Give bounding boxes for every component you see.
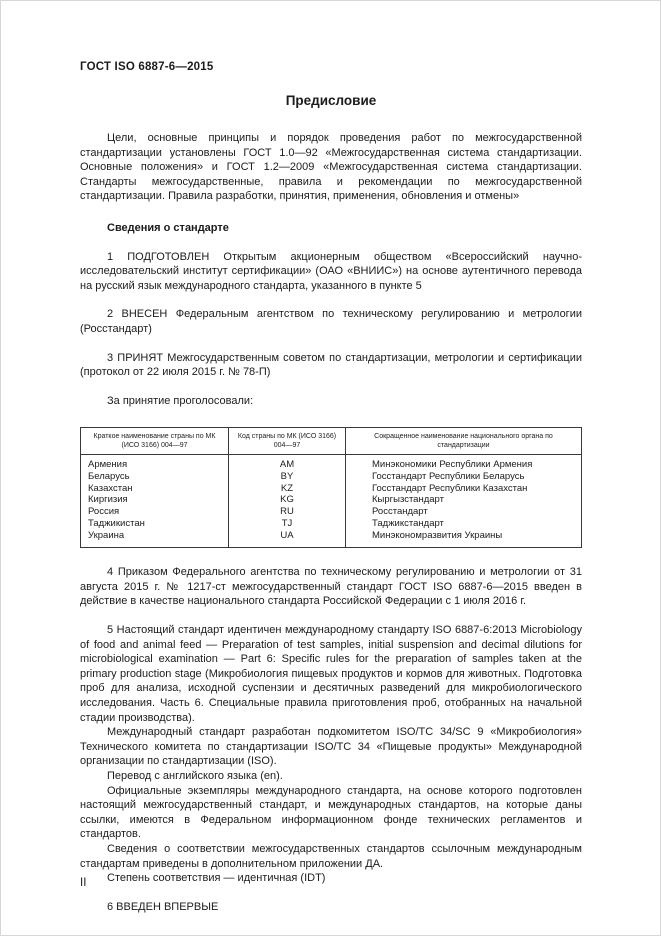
country-code: TJ: [229, 518, 346, 530]
country-name: Россия: [81, 506, 229, 518]
item-2-submitted: 2 ВНЕСЕН Федеральным агентством по техническому регулированию и метрологии (Росстандарт): [80, 308, 582, 335]
voting-table-body: [81, 455, 582, 548]
standards-body: Госстандарт Республики Беларусь: [346, 471, 582, 483]
country-name: Армения: [81, 455, 229, 471]
country-name: Казахстан: [81, 483, 229, 495]
doc-number: ГОСТ ISO 6887-6—2015: [80, 61, 214, 73]
country-name: Украина: [81, 530, 229, 548]
standards-body: Госстандарт Республики Казахстан: [346, 483, 582, 495]
table-row: [81, 471, 582, 483]
vote-line: За принятие проголосовали:: [107, 394, 254, 407]
standards-body: Кыргызстандарт: [346, 494, 582, 506]
standards-body: Таджикстандарт: [346, 518, 582, 530]
item-1-prepared: 1 ПОДГОТОВЛЕН Открытым акционерным обществом «Всероссийский научно-исследовательский институт сертификации» (ОАО «ВНИИС») на основе аутентичного перевода на русский язык международного стандарта, указанного в пункте 5: [80, 250, 582, 292]
item-5-official-copies: Официальные экземпляры международного стандарта, на основе которого подготовлен настоящий межгосударственный стандарт, и международных стандартов, на которые даны ссылки, имеются в Федеральном информационном фонде технических регламентов и стандартов.: [80, 784, 582, 841]
table-header-row: [81, 428, 582, 455]
col-header-country-name: Краткое наименование страны по МК (ИСО 3166) 004—97: [81, 428, 229, 455]
item-5-annex-da: Сведения о соответствии межгосударственных стандартов ссылочным международным стандартам приведены в дополнительном приложении ДА.: [80, 842, 582, 870]
table-row: [81, 494, 582, 506]
item-5-committee: Международный стандарт разработан подкомитетом ISO/ТС 34/SC 9 «Микробиология» Технического комитета по стандартизации ISO/ТС 34 «Пищевые продукты» Международной организации по стандартизации (ISO).: [80, 726, 582, 768]
country-code: KG: [229, 494, 346, 506]
item-3-adopted: 3 ПРИНЯТ Межгосударственным советом по стандартизации, метрологии и сертификации (протокол от 22 июля 2015 г. № 78-П): [80, 351, 582, 379]
country-name: Таджикистан: [81, 518, 229, 530]
country-name: Беларусь: [81, 471, 229, 483]
country-code: RU: [229, 506, 346, 518]
standards-body: Минэкономразвития Украины: [346, 530, 582, 548]
page-title: Предисловие: [285, 93, 377, 108]
page-number: II: [80, 877, 87, 889]
table-row: [81, 530, 582, 548]
country-code: BY: [229, 471, 346, 483]
item-6-introduced: 6 ВВЕДЕН ВПЕРВЫЕ: [107, 900, 219, 913]
item-5-identity: 5 Настоящий стандарт идентичен международному стандарту ISO 6887-6:2013 Microbiology of food and animal feed — Preparation of test samples, initial suspension and decimal dilutions for microbiological examination — Part 6: Specific rules for the preparation of samples taken at the primary production stage (Микробиология пищевых продуктов и кормов для животных. Подготовка проб для анализа, исходной суспензии и десятичных разведений для микробиологического исследования. Часть 6. Специальные правила приготовления проб, отобранных на начальной стадии производства).: [80, 624, 582, 724]
voting-table: [80, 427, 582, 548]
voting-table-head: [81, 428, 582, 455]
country-code: UA: [229, 530, 346, 548]
country-name: Киргизия: [81, 494, 229, 506]
intro-paragraph: Цели, основные принципы и порядок проведения работ по межгосударственной стандартизации установлены ГОСТ 1.0—92 «Межгосударственная система стандартизации. Основные положения» и ГОСТ 1.2—2009 «Межгосударственная система стандартизации. Стандарты межгосударственные, правила и рекомендации по межгосударственной стандартизации. Правила разработки, принятия, применения, обновления и отмены»: [80, 132, 582, 203]
standards-body: Росстандарт: [346, 506, 582, 518]
col-header-national-body: Сокращенное наименование национального органа по стандартизации: [346, 428, 582, 455]
country-code: KZ: [229, 483, 346, 495]
item-5-degree: Степень соответствия — идентичная (IDT): [107, 872, 326, 885]
col-header-country-code: Код страны по МК (ИСО 3166) 004—97: [229, 428, 346, 455]
item-5-translation: Перевод с английского языка (en).: [107, 769, 283, 782]
item-4-order: 4 Приказом Федерального агентства по техническому регулированию и метрологии от 31 августа 2015 г. № 1217-ст межгосударственный стандарт ГОСТ ISO 6887-6—2015 введен в действие в качестве национального стандарта Российской Федерации с 1 июля 2016 г.: [80, 566, 582, 608]
section-heading: Сведения о стандарте: [107, 221, 229, 234]
country-code: AM: [229, 455, 346, 471]
table-row: [81, 455, 582, 471]
table-row: [81, 483, 582, 495]
table-row: [81, 518, 582, 530]
standards-body: Минэкономики Республики Армения: [346, 455, 582, 471]
table-row: [81, 506, 582, 518]
